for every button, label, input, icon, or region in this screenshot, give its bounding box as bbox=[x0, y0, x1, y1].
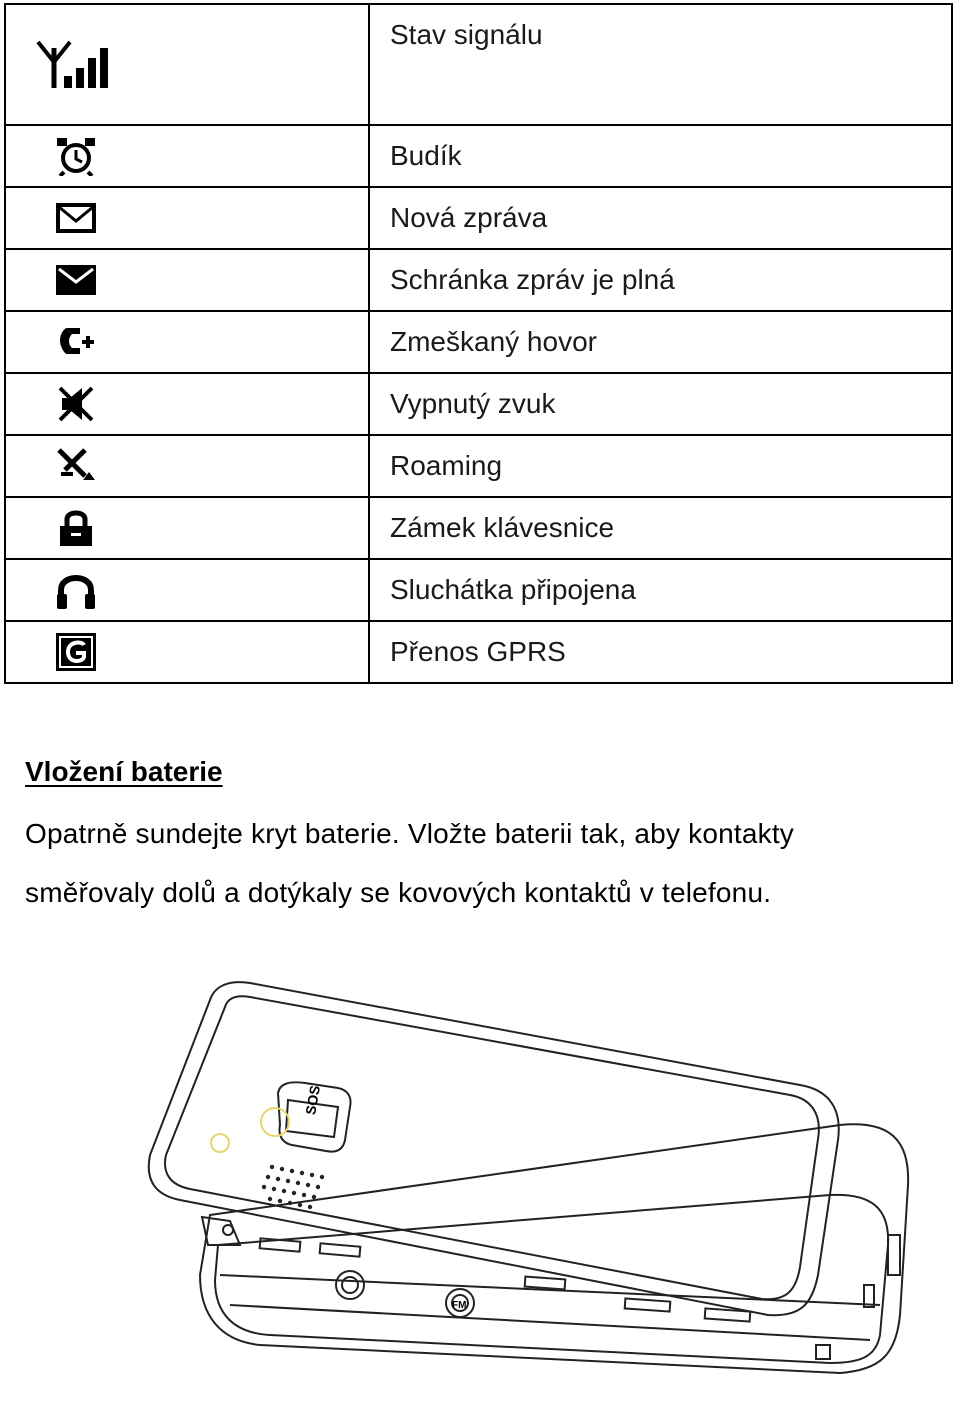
status-label: Nová zpráva bbox=[369, 187, 952, 249]
signal-strength-icon bbox=[36, 40, 116, 90]
paragraph-line: směřovaly dolů a dotýkaly se kovových kontaktů v telefonu. bbox=[25, 877, 772, 908]
status-label: Zámek klávesnice bbox=[369, 497, 952, 559]
status-label: Sluchátka připojena bbox=[369, 559, 952, 621]
envelope-icon bbox=[56, 203, 96, 233]
phone-illustration bbox=[100, 945, 960, 1415]
table-row bbox=[5, 311, 952, 373]
fm-label: FM bbox=[452, 1300, 467, 1311]
table-row bbox=[5, 621, 952, 683]
padlock-icon bbox=[58, 508, 94, 548]
paragraph-line: Opatrně sundejte kryt baterie. Vložte baterii tak, aby kontakty bbox=[25, 818, 794, 849]
table-row bbox=[5, 559, 952, 621]
status-label: Zmeškaný hovor bbox=[369, 311, 952, 373]
status-label: Schránka zpráv je plná bbox=[369, 249, 952, 311]
table-row bbox=[5, 435, 952, 497]
status-label: Stav signálu bbox=[369, 4, 952, 125]
status-label: Roaming bbox=[369, 435, 952, 497]
alarm-clock-icon bbox=[54, 136, 98, 176]
headphones-icon bbox=[54, 570, 98, 610]
roaming-icon bbox=[55, 446, 97, 486]
table-row bbox=[5, 4, 952, 125]
gprs-icon bbox=[54, 631, 98, 673]
section-heading: Vložení baterie bbox=[25, 756, 223, 787]
status-label: Budík bbox=[369, 125, 952, 187]
table-row bbox=[5, 249, 952, 311]
status-label: Přenos GPRS bbox=[369, 621, 952, 683]
missed-call-icon bbox=[56, 324, 96, 360]
table-row bbox=[5, 187, 952, 249]
status-icon-table bbox=[4, 3, 953, 684]
table-row bbox=[5, 125, 952, 187]
phone-battery-cover-illustration bbox=[100, 945, 960, 1415]
speaker-muted-icon bbox=[56, 384, 96, 424]
table-row bbox=[5, 497, 952, 559]
envelope-full-icon bbox=[55, 264, 97, 296]
status-label: Vypnutý zvuk bbox=[369, 373, 952, 435]
table-row bbox=[5, 373, 952, 435]
sos-label: SOS bbox=[302, 1084, 324, 1117]
